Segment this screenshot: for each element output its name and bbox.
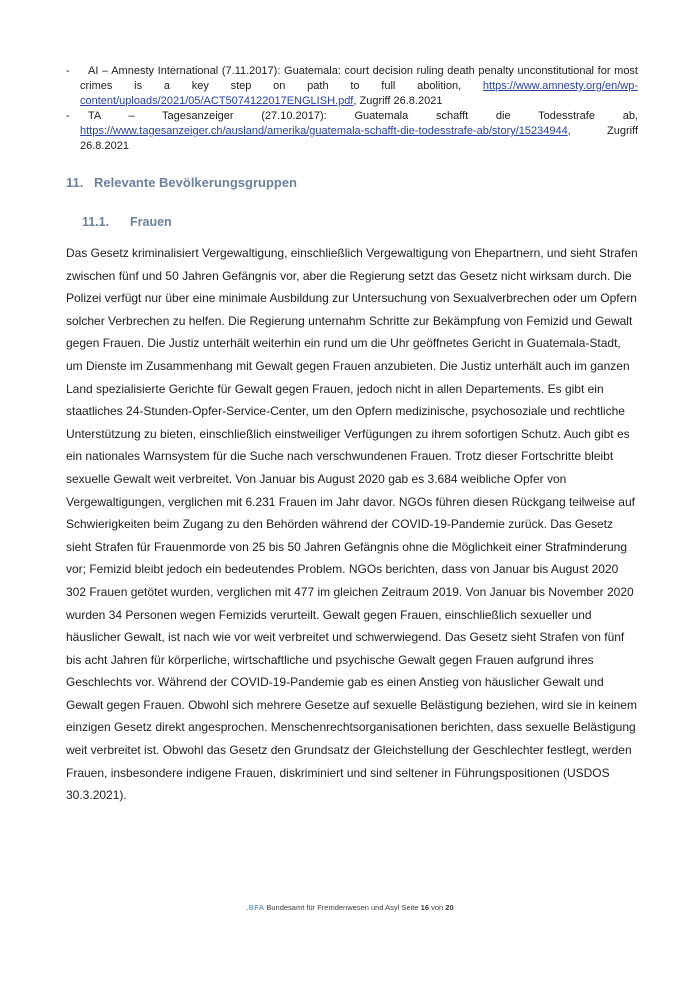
reference-access-date: , Zugriff 26.8.2021 [353,95,443,107]
footer-von: von [431,903,444,912]
reference-link-amnesty[interactable]: https://www.amnesty.org/en/wp-content/uploads/2021/05/ACT5074122017ENGLISH.pdf [80,80,638,107]
subsection-number: 11.1. [82,215,110,229]
reference-text: TA – Tagesanzeiger (27.10.2017): Guatemala schafft die Todesstrafe ab, [88,110,638,122]
footer-page-current: 16 [420,903,429,912]
body-paragraph: Das Gesetz kriminalisiert Vergewaltigung, einschließlich Vergewaltigung von Ehepartnern, und sieht Strafen zwischen fünf und 50 Jahren Gefängnis vor, aber die Regierung setzt das Gesetz nicht wirksam durch. Die Polizei verfügt nur über eine minimale Ausbildung zur Untersuchung von Sexualverbrechen oder um Opfern solcher Verbrechen zu helfen. Die Regierung unternahm Schritte zur Bekämpfung von Femizid und Gewalt gegen Frauen. Die Justiz unterhält weiterhin ein rund um die Uhr geöffnetes Gericht in Guatemala-Stadt, um Dienste im Zusammenhang mit Gewalt gegen Frauen anzubieten. Die Justiz unterhält auch im ganzen Land spezialisierte Gerichte für Gewalt gegen Frauen, jedoch nicht in allen Departements. Es gibt ein staatliches 24-Stunden-Opfer-Service-Center, um den Opfern medizinische, psychosoziale und rechtliche Unterstützung zu bieten, einschließlich einstweiliger Verfügungen zu ihrem sofortigen Schutz. Auch gibt es ein nationales Warnsystem für die Suche nach verschwundenen Frauen. Trotz dieser Fortschritte bleibt sexuelle Gewalt weit verbreitet. Von Januar bis August 2020 gab es 3.684 weibliche Opfer von Vergewaltigungen, verglichen mit 6.231 Frauen im Jahr davor. NGOs führen diesen Rückgang teilweise auf Schwierigkeiten beim Zugang zu den Behörden während der COVID-19-Pandemie zurück. Das Gesetz sieht Strafen für Frauenmorde von 25 bis 50 Jahren Gefängnis ohne die Möglichkeit einer Strafminderung vor; Femizid bleibt jedoch ein bedeutendes Problem. NGOs berichten, dass von Januar bis August 2020 302 Frauen getötet wurden, verglichen mit 477 im gleichen Zeitraum 2019. Von Januar bis November 2020 wurden 34 Personen wegen Femizids verurteilt. Gewalt gegen Frauen, einschließlich sexueller und häuslicher Gewalt, ist nach wie vor weit verbreitet und schwerwiegend. Das Gesetz sieht Strafen von fünf bis acht Jahren für körperliche, wirtschaftliche und psychische Gewalt gegen Frauen aufgrund ihres Geschlechts vor. Während der COVID-19-Pandemie gab es einen Anstieg von häuslicher Gewalt und Gewalt gegen Frauen. Obwohl sich mehrere Gesetze auf sexuelle Belästigung beziehen, wird sie in keinem einzigen Gesetz direkt angesprochen. Menschenrechtsorganisationen berichten, dass sexuelle Belästigung weit verbreitet ist. Obwohl das Gesetz den Grundsatz der Gleichstellung der Geschlechter festlegt, werden Frauen, insbesondere indigene Frauen, diskriminiert und sind seltener in Führungspositionen (USDOS 30.3.2021). [66,246,638,803]
reference-access-date: , Zugriff 26.8.2021 [80,125,638,152]
subsection-heading [82,215,638,230]
bullet-dash: - [66,110,70,122]
section-heading [66,175,638,190]
reference-text: AI – Amnesty International (7.11.2017): Guatemala: court decision ruling death penalty unconstitutional for most crimes is a key step on path to full abolition, [80,65,638,92]
reference-item-tagesanzeiger [66,109,638,154]
section-number: 11. [66,175,84,190]
reference-link-tagesanzeiger[interactable]: https://www.tagesanzeiger.ch/ausland/amerika/guatemala-schafft-die-todesstrafe-ab/story/15234944 [80,125,568,137]
footer-page-word: Seite [401,903,419,912]
reference-list [66,64,638,154]
bullet-dash: - [66,65,70,77]
reference-item-amnesty [66,64,638,109]
bfa-logo: .BFA [246,903,265,912]
footer-page-total: 20 [445,903,454,912]
subsection-title: Frauen [130,215,172,229]
footer-org-name: Bundesamt für Fremdenwesen und Asyl [266,903,400,912]
page-footer [0,903,700,913]
section-title: Relevante Bevölkerungsgruppen [94,175,297,190]
